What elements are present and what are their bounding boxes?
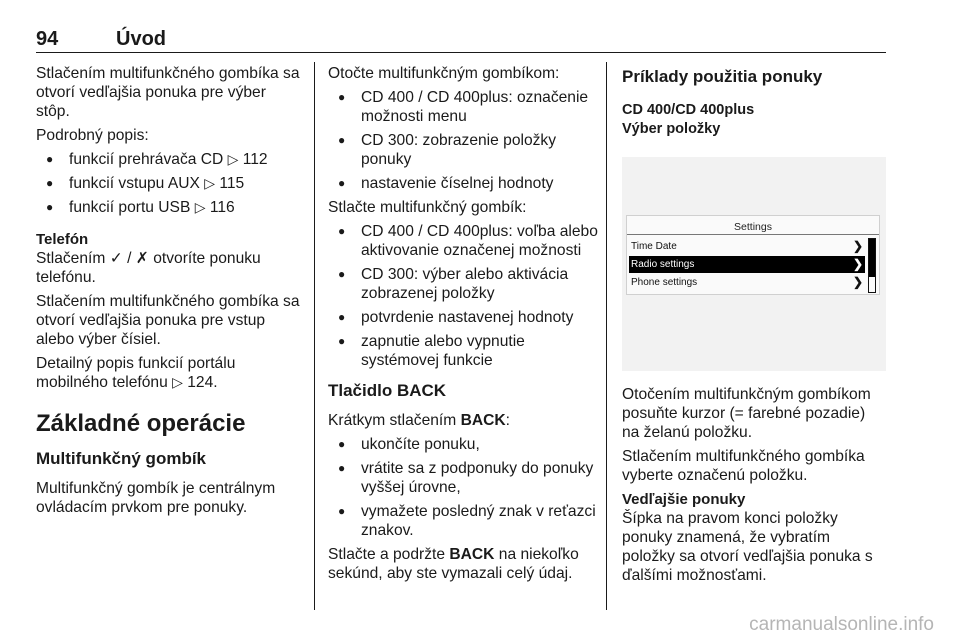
scrollbar[interactable] — [868, 238, 876, 293]
text: : — [505, 412, 510, 429]
menu-item-label: Radio settings — [631, 259, 695, 270]
page-ref-icon: ▷ — [172, 374, 183, 390]
subsection-heading: Multifunkčný gombík — [36, 449, 206, 468]
text: Stlačte a podržte — [328, 546, 446, 563]
bullet-list — [328, 222, 598, 370]
paragraph: Šípka na pravom konci položky ponuky znamená, že vybratím položky sa otvorí vedľajšia ponuka s ďalšími možnosťami. — [622, 510, 873, 584]
list-item-text: funkcií vstupu AUX — [69, 175, 200, 192]
list-item: ● vrátite sa z podponuky do ponuky vyššej úrovne, — [328, 459, 598, 497]
list-item: ● CD 300: zobrazenie položky ponuky — [328, 131, 598, 169]
paragraph — [36, 354, 304, 392]
menu-item-phone-settings[interactable] — [629, 274, 865, 291]
page-ref-icon: ▷ — [227, 151, 239, 167]
paragraph: Stlačením multifunkčného gombíka sa otvorí vedľajšia ponuka pre výber stôp. — [36, 65, 300, 120]
page-ref[interactable]: 116 — [209, 199, 235, 216]
divider — [627, 234, 879, 235]
column-1 — [36, 64, 304, 522]
page-number: 94 — [36, 28, 59, 50]
text: Krátkym stlačením — [328, 412, 457, 429]
list-item: ● ukončíte ponuku, — [328, 435, 598, 454]
list-item: ● nastavenie číselnej hodnoty — [328, 174, 598, 193]
page-ref-icon: ▷ — [194, 199, 206, 215]
section-subtitle: Telefón — [36, 231, 89, 248]
section-subtitle: Vedľajšie ponuky — [622, 491, 746, 508]
page-ref[interactable]: 124. — [187, 374, 218, 391]
list-item — [36, 198, 304, 217]
section-subtitle: Výber položky — [622, 121, 721, 137]
settings-screen — [626, 215, 880, 295]
column-2 — [328, 64, 598, 588]
menu-item-label: Phone settings — [631, 277, 698, 288]
paragraph: Stlačením multifunkčného gombíka sa otvorí vedľajšia ponuka pre vstup alebo výber čísiel. — [36, 293, 300, 348]
chapter-title: Úvod — [116, 28, 166, 50]
paragraph: Otočením multifunkčným gombíkom posuňte kurzor (= farebné pozadie) na želanú položku. — [622, 386, 871, 441]
list-item: ● CD 400 / CD 400plus: voľba alebo aktivovanie označenej možnosti — [328, 222, 598, 260]
paragraph — [328, 545, 598, 583]
page-header — [36, 28, 886, 52]
column-divider-2 — [606, 62, 607, 610]
page-ref[interactable]: 112 — [242, 151, 268, 168]
list-item: ● CD 300: výber alebo aktivácia zobrazenej položky — [328, 265, 598, 303]
text: / — [127, 250, 132, 267]
paragraph — [328, 411, 598, 430]
scrollbar-thumb[interactable] — [869, 239, 875, 277]
display-illustration — [622, 157, 886, 371]
paragraph: Stlačte multifunkčný gombík: — [328, 199, 527, 216]
watermark: carmanualsonline.info — [749, 614, 934, 635]
menu-item-radio-settings[interactable] — [629, 256, 865, 273]
list-item-text: funkcií portu USB — [69, 199, 191, 216]
text: otvoríte ponuku telefónu. — [36, 250, 261, 286]
text: Stlačením — [36, 250, 106, 267]
list-item: ● vymažete posledný znak v reťazci znakov. — [328, 502, 598, 540]
list-item — [36, 174, 304, 193]
paragraph: Multifunkčný gombík je centrálnym ovládacím prvkom pre ponuky. — [36, 480, 276, 516]
menu-item-label: Time Date — [631, 241, 677, 252]
chevron-right-icon: ❯ — [852, 275, 863, 289]
menu-item-time-date[interactable] — [629, 238, 865, 255]
section-subtitle: CD 400/CD 400plus — [622, 102, 755, 118]
page-ref-icon: ▷ — [204, 175, 216, 191]
column-3 — [622, 64, 886, 590]
paragraph: Stlačením multifunkčného gombíka vyberte označenú položku. — [622, 448, 865, 484]
text: na niekoľko sekúnd, aby ste vymazali celý údaj. — [328, 546, 579, 582]
page-ref[interactable]: 115 — [219, 175, 245, 192]
list-item-text: funkcií prehrávača CD — [69, 151, 224, 168]
screen-title: Settings — [734, 221, 772, 233]
paragraph: Podrobný popis: — [36, 127, 149, 144]
text: Detailný popis funkcií portálu mobilného telefónu — [36, 355, 236, 391]
back-key-label: BACK — [460, 412, 506, 429]
subsection-heading: Tlačidlo BACK — [328, 381, 447, 400]
phone-off-icon: ✗ — [135, 250, 149, 267]
back-key-label: BACK — [449, 546, 495, 563]
column-divider-1 — [314, 62, 315, 610]
section-heading: Základné operácie — [36, 410, 246, 437]
list-item: ● CD 400 / CD 400plus: označenie možnosti menu — [328, 88, 598, 126]
paragraph — [36, 249, 304, 287]
bullet-list — [328, 88, 598, 193]
subsection-heading: Príklady použitia ponuky — [622, 67, 823, 86]
bullet-list — [328, 435, 598, 540]
list-item — [36, 150, 304, 169]
phone-icon: ✓ — [109, 250, 123, 267]
header-rule — [36, 52, 886, 53]
bullet-list — [36, 150, 304, 217]
list-item: ● zapnutie alebo vypnutie systémovej funkcie — [328, 332, 598, 370]
paragraph: Otočte multifunkčným gombíkom: — [328, 65, 560, 82]
chevron-right-icon: ❯ — [852, 239, 863, 253]
chevron-right-icon: ❯ — [852, 257, 863, 271]
list-item: ● potvrdenie nastavenej hodnoty — [328, 308, 598, 327]
